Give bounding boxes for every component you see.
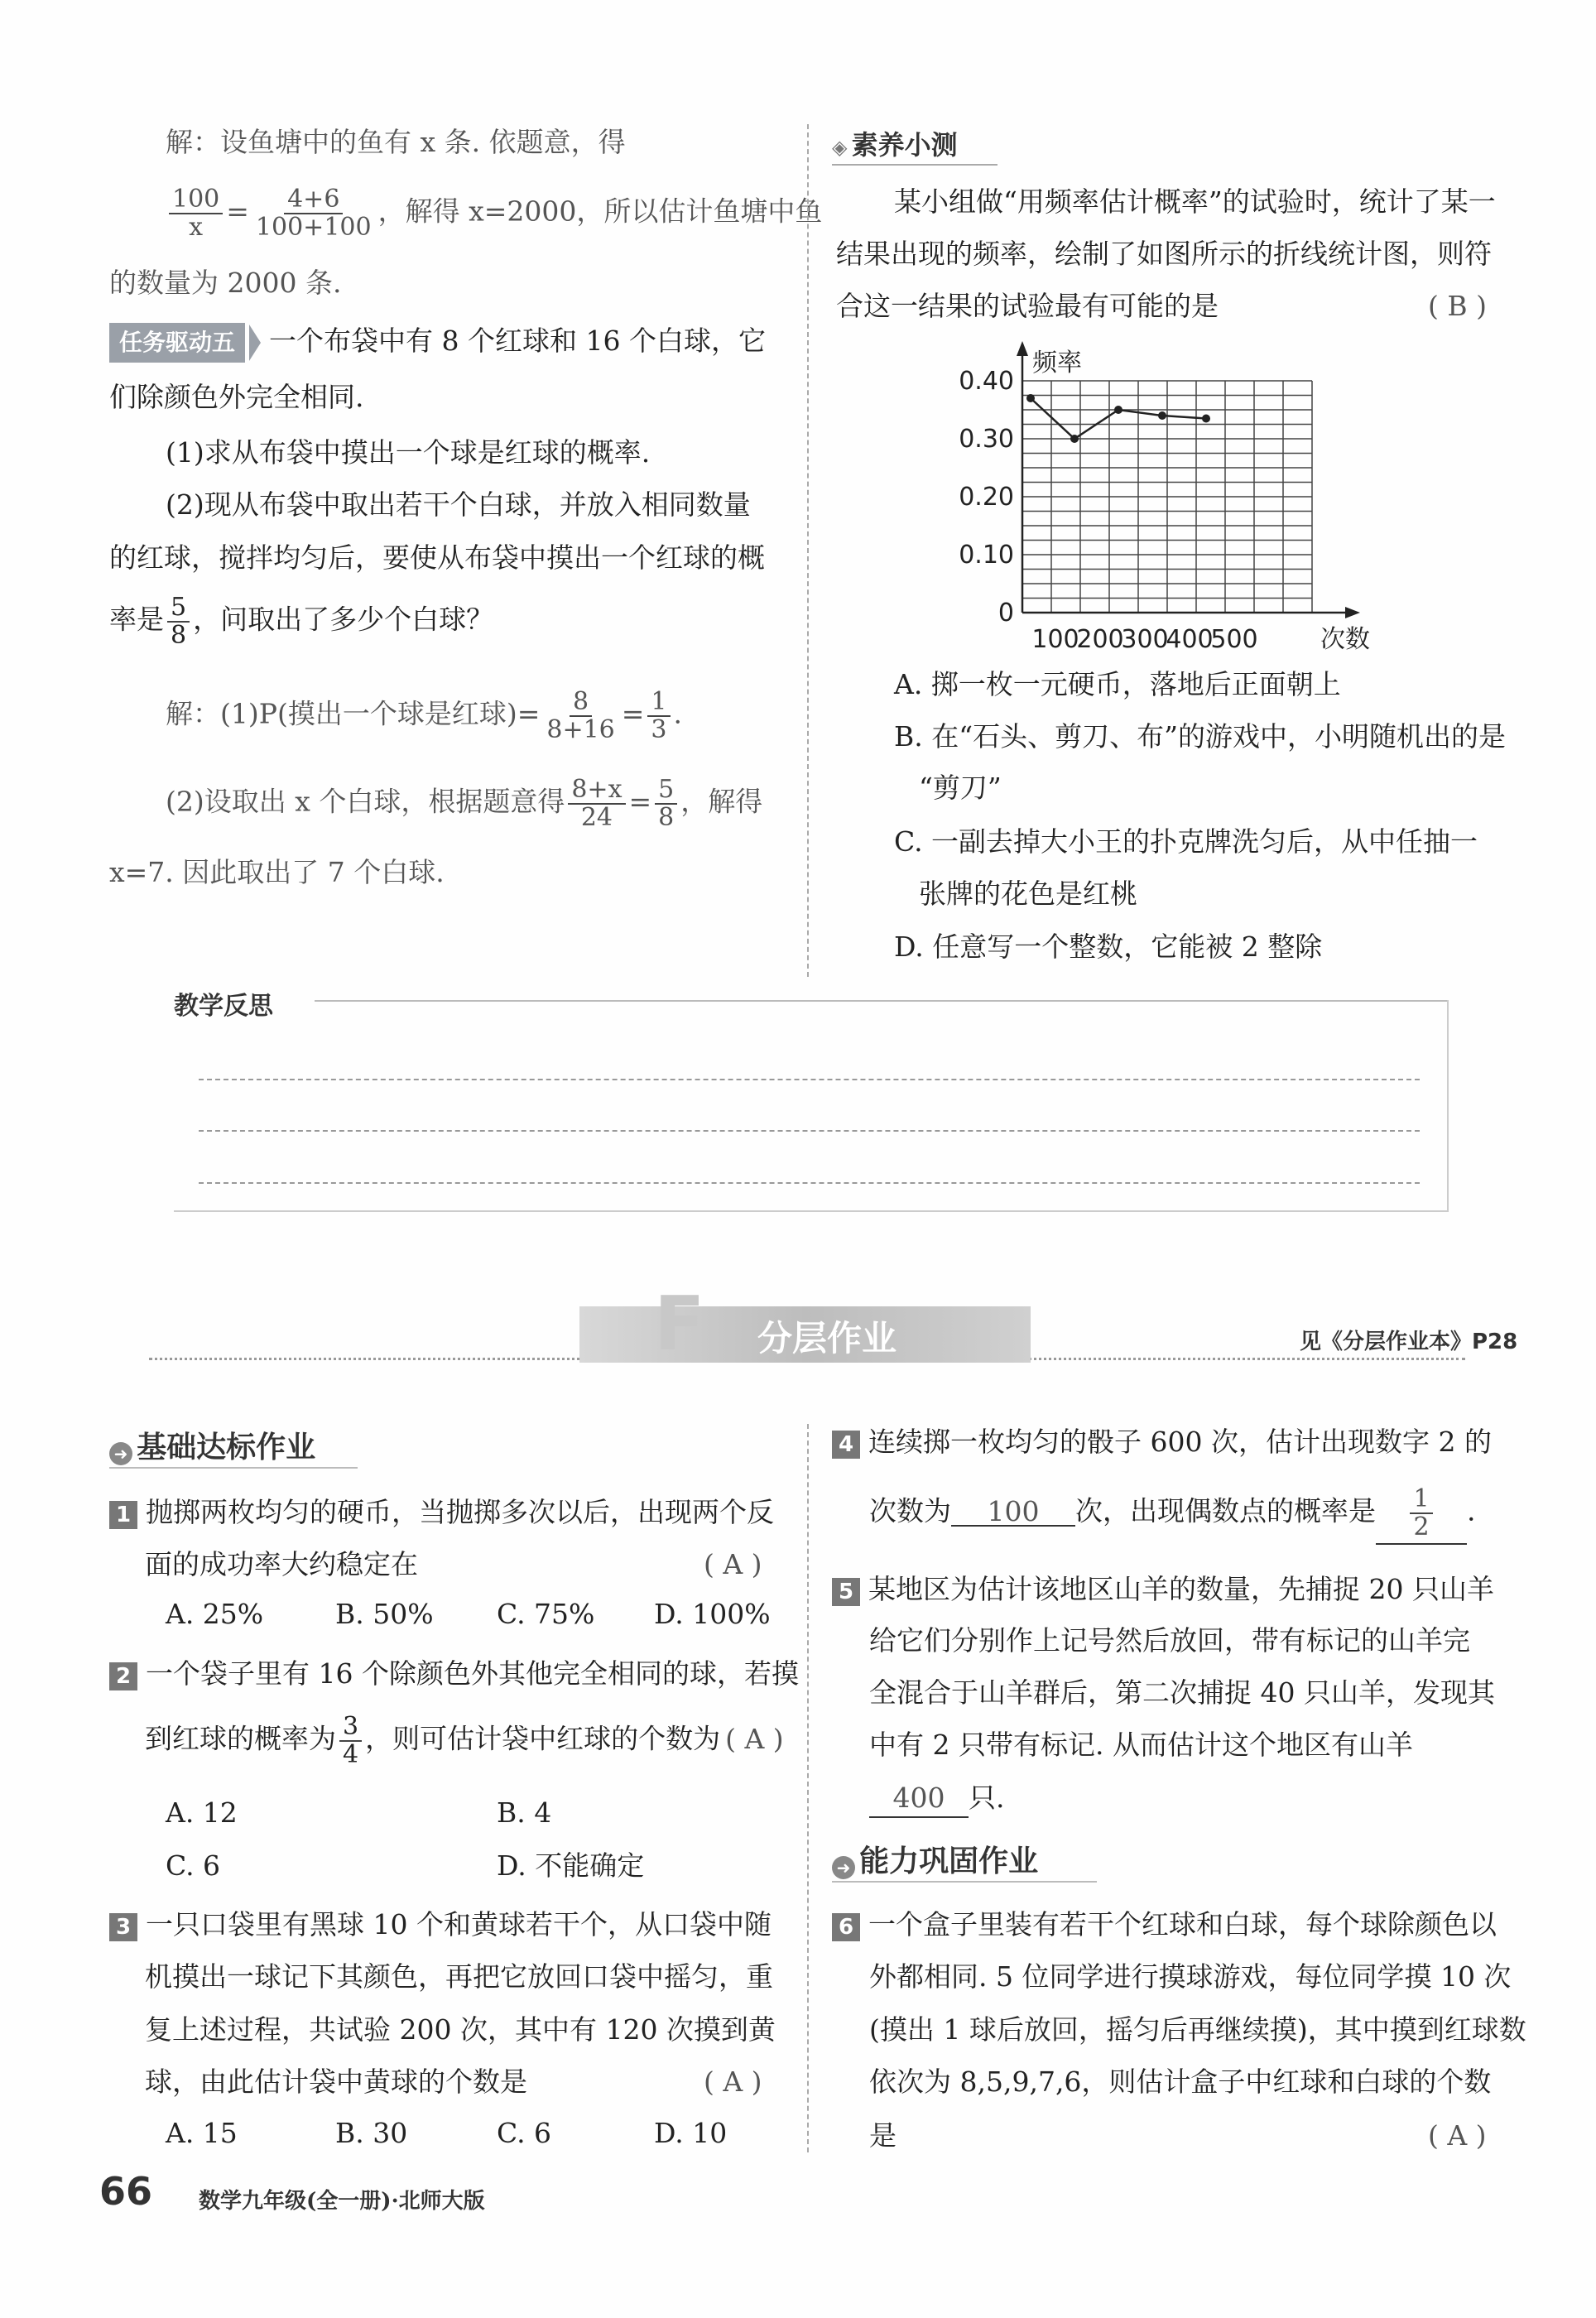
- solution-intro: 解：设鱼塘中的鱼有 x 条. 依题意，得: [166, 126, 626, 158]
- frequency-line-chart: [911, 335, 1407, 662]
- reflection-line: [199, 1079, 1420, 1080]
- reflection-line: [199, 1182, 1420, 1184]
- answer-blank: 400: [869, 1780, 969, 1818]
- q2-option-b: B. 4: [497, 1796, 552, 1829]
- option-c-line1: C. 一副去掉大小王的扑克牌洗匀后，从中任抽一: [894, 825, 1478, 858]
- fraction: $\frac{1}{3}$: [647, 689, 670, 743]
- fraction: $\frac{8+x}{24}$: [568, 777, 625, 830]
- question-3-line1: 3 一只口袋里有黑球 10 个和黄球若干个，从口袋中随: [109, 1898, 772, 1951]
- problem-line3: 合这一结果的试验最有可能的是: [836, 290, 1219, 322]
- q3-option-a: A. 15: [166, 2117, 238, 2149]
- question-3-line4: 球，由此估计袋中黄球的个数是: [145, 2066, 527, 2098]
- banner-letter-icon: F: [654, 1281, 705, 1368]
- question-5-line5: 400 只.: [869, 1772, 1005, 1825]
- question-number: 2: [109, 1662, 137, 1690]
- y-axis-title: 频率: [1032, 349, 1082, 378]
- column-divider: [807, 124, 809, 977]
- x-axis-title: 次数: [1320, 625, 1370, 654]
- solution-equation: $\frac{100}{x}$ = $\frac{4+6}{100+100}$ ，解得 x=2000，所以估计鱼塘中鱼: [166, 186, 822, 240]
- homework-book-ref: 见《分层作业本》P28: [1300, 1330, 1518, 1354]
- question-1-answer: ( A ): [704, 1548, 762, 1580]
- q2-option-c: C. 6: [166, 1849, 221, 1882]
- fraction: $\frac{4+6}{100+100}$: [255, 185, 372, 242]
- reflection-line: [199, 1130, 1420, 1132]
- answer-blank: [1376, 1486, 1467, 1545]
- option-b-line1: B. 在“石头、剪刀、布”的游戏中，小明随机出的是: [894, 720, 1506, 753]
- question-3-line2: 机摸出一球记下其颜色，再把它放回口袋中摇匀，重: [145, 1960, 773, 1993]
- question-5-line2: 给它们分别作上记号然后放回，带有标记的山羊完: [869, 1624, 1470, 1657]
- task-line2: 们除颜色外完全相同.: [109, 381, 364, 413]
- question-5-line1: 5 某地区为估计该地区山羊的数量，先捕捉 20 只山羊: [832, 1563, 1494, 1616]
- option-c-line2: 张牌的花色是红桃: [919, 878, 1137, 910]
- reflection-section: [174, 985, 273, 1022]
- question-3-answer: ( A ): [704, 2066, 762, 2098]
- question-6-line5: 是: [869, 2119, 897, 2152]
- task-line1: 任务驱动五 一个布袋中有 8 个红球和 16 个白球，它: [109, 315, 766, 368]
- data-point: [1202, 415, 1210, 423]
- question-number: 3: [109, 1913, 137, 1941]
- question-2-line1: 2 一个袋子里有 16 个除颜色外其他完全相同的球，若摸: [109, 1647, 799, 1700]
- basic-homework-header: [109, 1424, 315, 1466]
- solution-end: 的数量为 2000 条.: [109, 267, 342, 299]
- q3-option-d: D. 10: [654, 2117, 728, 2149]
- banner-block: [579, 1281, 1031, 1368]
- question-6-answer: ( A ): [1428, 2119, 1487, 2152]
- column-divider: [807, 1424, 809, 2152]
- q3-option-b: B. 30: [335, 2117, 408, 2149]
- option-d: D. 任意写一个整数，它能被 2 整除: [894, 931, 1323, 963]
- ability-homework-title: 能力巩固作业: [859, 1844, 1039, 1878]
- q1-option-a: A. 25%: [166, 1598, 264, 1630]
- fraction: $\frac{5}{8}$: [167, 594, 190, 648]
- data-point: [1158, 411, 1166, 420]
- q1-option-b: B. 50%: [335, 1598, 434, 1630]
- basic-homework-title: 基础达标作业: [137, 1431, 316, 1464]
- series-line: [1031, 398, 1206, 439]
- question-2-line2: 到红球的概率为 $\frac{3}{4}$ ，则可估计袋中红球的个数为 ( A ): [145, 1712, 784, 1769]
- question-5-line3: 全混合于山羊群后，第二次捕捉 40 只山羊，发现其: [869, 1676, 1495, 1709]
- fraction: $\frac{5}{8}$: [655, 777, 677, 830]
- y-tick-label: 0.10: [959, 541, 1014, 570]
- section-underline: [109, 1467, 358, 1469]
- x-tick-label: 300: [1121, 625, 1169, 654]
- q1-option-c: C. 75%: [497, 1598, 595, 1630]
- fraction: $\frac{1}{2}$: [1410, 1486, 1432, 1540]
- fraction: $\frac{100}{x}$: [169, 186, 223, 240]
- question-4-line2: 次数为 100 次，出现偶数点的概率是 $\frac{1}{2}$ .: [869, 1486, 1476, 1545]
- question-1-line2: 面的成功率大约稳定在: [145, 1548, 418, 1580]
- problem-line1: 某小组做“用频率估计概率”的试验时，统计了某一: [894, 185, 1496, 218]
- y-axis-arrow-icon: [1017, 341, 1028, 356]
- q3-option-c: C. 6: [497, 2117, 552, 2149]
- quick-test-title: 素养小测: [851, 129, 958, 161]
- tag-arrow-icon: [249, 325, 261, 361]
- chart-series: [1026, 394, 1210, 443]
- question-2-line1: (2)现从布袋中取出若干个白球，并放入相同数量: [166, 488, 751, 521]
- question-2-line2: 的红球，搅拌均匀后，要使从布袋中摸出一个红球的概: [109, 541, 765, 574]
- question-6-line4: 依次为 8,5,9,7,6，则估计盒子中红球和白球的个数: [869, 2066, 1492, 2098]
- diamond-icon: ◈: [832, 136, 848, 159]
- x-tick-label: 100: [1031, 625, 1079, 654]
- question-number: 1: [109, 1501, 137, 1529]
- q1-option-d: D. 100%: [654, 1598, 771, 1630]
- data-point: [1026, 394, 1035, 402]
- x-tick-label: 400: [1166, 625, 1214, 654]
- problem-answer: ( B ): [1428, 290, 1487, 322]
- question-1-line1: 1 抛掷两枚均匀的硬币，当抛掷多次以后，出现两个反: [109, 1486, 774, 1539]
- banner-title: 分层作业: [757, 1318, 897, 1359]
- x-tick-label: 200: [1076, 625, 1124, 654]
- chart-axes: [1017, 341, 1360, 618]
- y-tick-label: 0.40: [959, 367, 1014, 396]
- x-axis-arrow-icon: [1345, 607, 1360, 618]
- reflection-right-border: [1447, 1000, 1449, 1211]
- x-tick-label: 500: [1210, 625, 1258, 654]
- question-6-line3: (摸出 1 球后放回，摇匀后再继续摸)，其中摸到红球数: [869, 2013, 1526, 2046]
- task-tag: 任务驱动五: [109, 323, 245, 363]
- y-tick-label: 0.20: [959, 483, 1014, 512]
- section-underline: [832, 1881, 1097, 1883]
- question-1: (1)求从布袋中摸出一个球是红球的概率.: [166, 436, 651, 469]
- ability-homework-header: [832, 1838, 1038, 1880]
- question-2-line3: 率是 $\frac{5}{8}$ ，问取出了多少个白球？: [109, 593, 494, 650]
- quick-test-header: [832, 124, 958, 162]
- y-tick-label: 0.30: [959, 425, 1014, 454]
- answer-1: 解：(1)P(摸出一个球是红球)= $\frac{8}{8+16}$ = $\frac{1}{3}$ .: [166, 687, 683, 744]
- reflection-title: 教学反思: [174, 992, 273, 1021]
- reflection-top-line: [315, 1000, 1447, 1002]
- chart-labels: [959, 349, 1370, 654]
- title-underline: [832, 164, 997, 166]
- book-title: 数学九年级(全一册)·北师大版: [199, 2189, 485, 2214]
- option-b-line2: “剪刀”: [919, 772, 1002, 804]
- arrow-circle-icon: ➜: [832, 1856, 855, 1879]
- fraction: $\frac{8}{8+16}$: [546, 687, 615, 744]
- arrow-circle-icon: ➜: [109, 1442, 132, 1465]
- y-tick-label: 0: [997, 599, 1014, 628]
- option-a: A. 掷一枚一元硬币，落地后正面朝上: [894, 668, 1341, 700]
- q2-option-a: A. 12: [166, 1796, 238, 1829]
- question-number: 5: [832, 1578, 860, 1606]
- data-point: [1070, 435, 1079, 443]
- question-5-line4: 中有 2 只带有标记. 从而估计这个地区有山羊: [869, 1729, 1413, 1761]
- data-point: [1114, 406, 1122, 414]
- question-3-line3: 复上述过程，共试验 200 次，其中有 120 次摸到黄: [145, 2013, 776, 2046]
- answer-blank: 100: [951, 1498, 1075, 1527]
- question-4-line1: 4 连续掷一枚均匀的骰子 600 次，估计出现数字 2 的: [832, 1416, 1492, 1469]
- question-number: 4: [832, 1431, 860, 1459]
- fraction: $\frac{3}{4}$: [339, 1714, 362, 1767]
- question-6-line2: 外都相同. 5 位同学进行摸球游戏，每位同学摸 10 次: [869, 1960, 1512, 1993]
- question-number: 6: [832, 1913, 860, 1941]
- question-6-line1: 6 一个盒子里装有若干个红球和白球，每个球除颜色以: [832, 1898, 1497, 1951]
- answer-2: (2)设取出 x 个白球，根据题意得 $\frac{8+x}{24}$ = $\frac{5}{8}$ ，解得: [166, 775, 763, 832]
- q2-option-d: D. 不能确定: [497, 1849, 645, 1882]
- answer-2-end: x=7. 因此取出了 7 个白球.: [109, 856, 445, 888]
- problem-line2: 结果出现的频率，绘制了如图所示的折线统计图，则符: [836, 238, 1492, 270]
- reflection-bottom-border: [174, 1210, 1449, 1212]
- page-number: 66: [99, 2169, 153, 2214]
